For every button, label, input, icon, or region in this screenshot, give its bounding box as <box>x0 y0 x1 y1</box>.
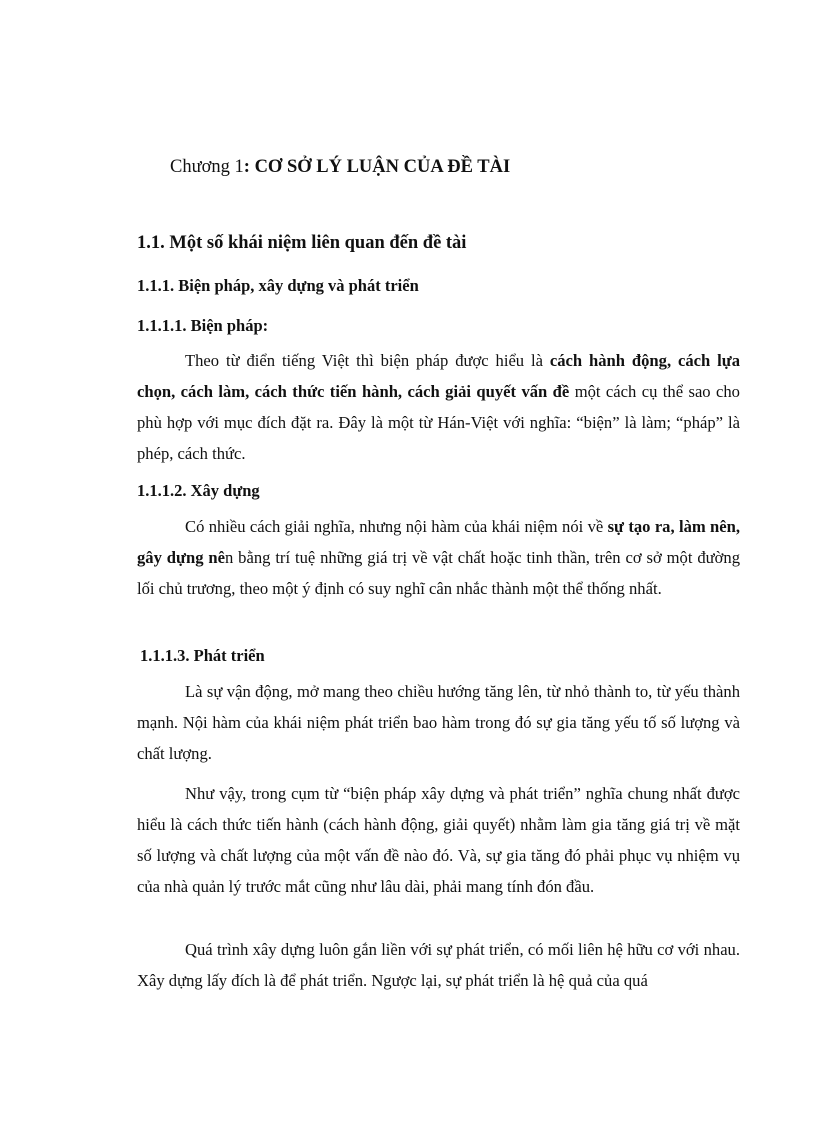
paragraph-nhu-vay: Như vậy, trong cụm từ “biện pháp xây dựng và phát triển” nghĩa chung nhất được hiểu là cách thức tiến hành (cách hành động, giải quyết) nhằm làm gia tăng giá trị về mặt số lượng và chất lượng của một vấn đề nào đó. Và, sự gia tăng đó phải phục vụ nhiệm vụ của nhà quản lý trước mắt cũng như lâu dài, phải mang tính đón đầu. <box>137 784 740 896</box>
paragraph-xay-dung <box>137 511 740 604</box>
section-1-1-heading: 1.1. Một số khái niệm liên quan đến đề tài <box>137 233 467 253</box>
chapter-title: : CƠ SỞ LÝ LUẬN CỦA ĐỀ TÀI <box>243 157 511 177</box>
paragraph-bold-text: sự tạo ra, làm nên, gây dựng nê <box>137 517 741 567</box>
paragraph-qua-trinh: Quá trình xây dựng luôn gắn liền với sự phát triển, có mối liên hệ hữu cơ với nhau. Xây dựng lấy đích là để phát triển. Ngược lại, sự phát triển là hệ quả của quá <box>137 940 740 990</box>
paragraph-bold-text: cách hành động, cách lựa chọn, cách làm, cách thức tiến hành, cách giải quyết vấn đề <box>137 351 741 401</box>
paragraph-bien-phap <box>137 345 740 469</box>
section-1-1-1-2-heading: 1.1.1.2. Xây dựng <box>137 481 260 500</box>
section-1-1-1-3-heading: 1.1.1.3. Phát triển <box>140 646 265 665</box>
paragraph-text: Có nhiều cách giải nghĩa, nhưng nội hàm của khái niệm nói về <box>185 517 608 536</box>
paragraph-phat-trien: Là sự vận động, mở mang theo chiều hướng tăng lên, từ nhỏ thành to, từ yếu thành mạnh. Nội hàm của khái niệm phát triển bao hàm trong đó sự gia tăng yếu tố số lượng và chất lượng. <box>137 682 740 763</box>
section-1-1-1-heading: 1.1.1. Biện pháp, xây dựng và phát triển <box>137 276 419 295</box>
paragraph-text: n bằng trí tuệ những giá trị về vật chất hoặc tinh thần, trên cơ sở một đường lối chủ trương, theo một ý định có suy nghĩ cân nhắc thành một thể thống nhất. <box>137 548 740 598</box>
paragraph-text: một cách cụ thể sao cho phù hợp với mục đích đặt ra. Đây là một từ Hán-Việt với nghĩa: “biện” là làm; “pháp” là phép, cách thức. <box>137 382 740 463</box>
chapter-prefix: Chương 1 <box>170 157 244 177</box>
section-1-1-1-1-heading: 1.1.1.1. Biện pháp: <box>137 316 269 335</box>
paragraph-text: Theo từ điển tiếng Việt thì biện pháp được hiểu là <box>185 351 550 370</box>
chapter-heading <box>170 157 510 178</box>
